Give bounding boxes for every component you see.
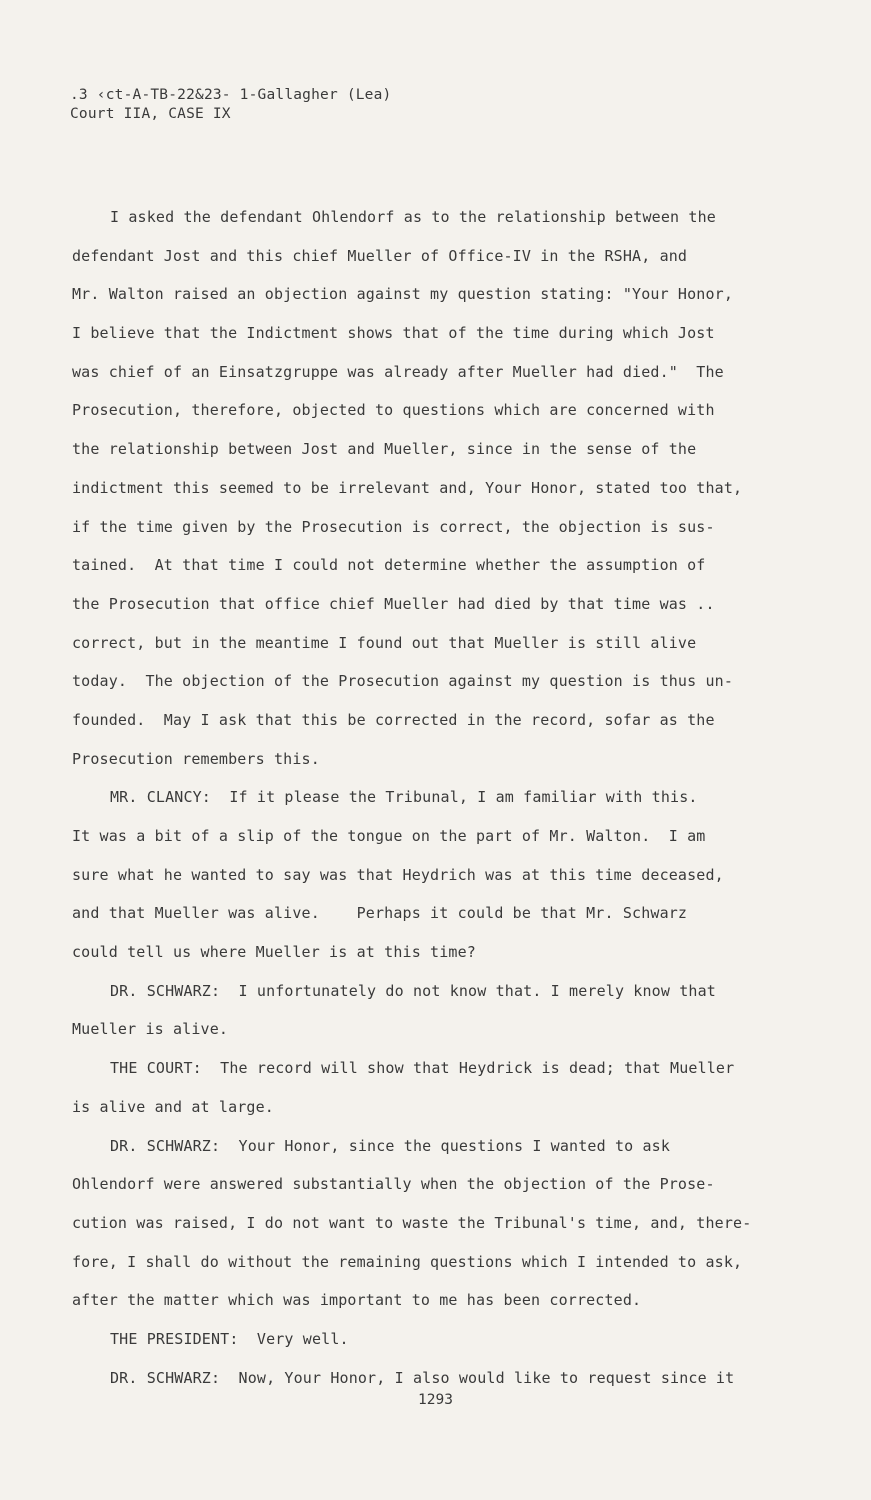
transcript-line: DR. SCHWARZ: I unfortunately do not know that. I merely know that	[110, 981, 716, 1000]
transcript-line: could tell us where Mueller is at this time?	[72, 943, 476, 962]
transcript-line: founded. May I ask that this be corrected in the record, sofar as the	[72, 710, 715, 729]
transcript-line: cution was raised, I do not want to waste the Tribunal's time, and, there-	[72, 1213, 752, 1232]
transcript-line: tained. At that time I could not determine whether the assumption of	[72, 556, 706, 575]
transcript-line: Mueller is alive.	[72, 1020, 229, 1039]
transcript-line: DR. SCHWARZ: Your Honor, since the questions I wanted to ask	[110, 1136, 671, 1155]
transcript-line: today. The objection of the Prosecution against my question is thus un-	[72, 672, 734, 691]
header-reference-line: .3 ‹ct-A-TB-22&23- 1-Gallagher (Lea)	[70, 87, 392, 103]
transcript-line: and that Mueller was alive. Perhaps it could be that Mr. Schwarz	[72, 904, 688, 923]
transcript-line: the Prosecution that office chief Mueller had died by that time was ..	[72, 594, 715, 613]
header-court-line: Court IIA, CASE IX	[70, 106, 231, 122]
transcript-line: DR. SCHWARZ: Now, Your Honor, I also would like to request since it	[110, 1368, 735, 1387]
transcript-line: sure what he wanted to say was that Heydrich was at this time deceased,	[72, 865, 724, 884]
transcript-line: was chief of an Einsatzgruppe was already after Mueller had died." The	[72, 362, 724, 381]
transcript-line: correct, but in the meantime I found out that Mueller is still alive	[72, 633, 697, 652]
transcript-body	[72, 198, 782, 1397]
transcript-line: THE PRESIDENT: Very well.	[110, 1329, 349, 1348]
transcript-line: THE COURT: The record will show that Heydrick is dead; that Mueller	[110, 1059, 735, 1078]
transcript-line: is alive and at large.	[72, 1097, 274, 1116]
transcript-line: Prosecution remembers this.	[72, 749, 320, 768]
transcript-line: Ohlendorf were answered substantially when the objection of the Prose-	[72, 1175, 715, 1194]
transcript-line: if the time given by the Prosecution is correct, the objection is sus-	[72, 517, 715, 536]
transcript-line: defendant Jost and this chief Mueller of Office-IV in the RSHA, and	[72, 246, 688, 265]
page-number: 1293	[418, 1392, 453, 1408]
transcript-line: Prosecution, therefore, objected to questions which are concerned with	[72, 401, 715, 420]
transcript-line: Mr. Walton raised an objection against my question stating: "Your Honor,	[72, 285, 734, 304]
transcript-line: after the matter which was important to me has been corrected.	[72, 1291, 642, 1310]
transcript-line: I believe that the Indictment shows that of the time during which Jost	[72, 324, 715, 343]
transcript-line: MR. CLANCY: If it please the Tribunal, I am familiar with this.	[110, 788, 698, 807]
transcript-line: indictment this seemed to be irrelevant and, Your Honor, stated too that,	[72, 478, 743, 497]
transcript-line: the relationship between Jost and Mueller, since in the sense of the	[72, 440, 697, 459]
transcript-line: It was a bit of a slip of the tongue on the part of Mr. Walton. I am	[72, 827, 706, 845]
transcript-line: I asked the defendant Ohlendorf as to the relationship between the	[110, 208, 716, 226]
document-header	[70, 86, 391, 124]
transcript-line: fore, I shall do without the remaining questions which I intended to ask,	[72, 1252, 743, 1271]
